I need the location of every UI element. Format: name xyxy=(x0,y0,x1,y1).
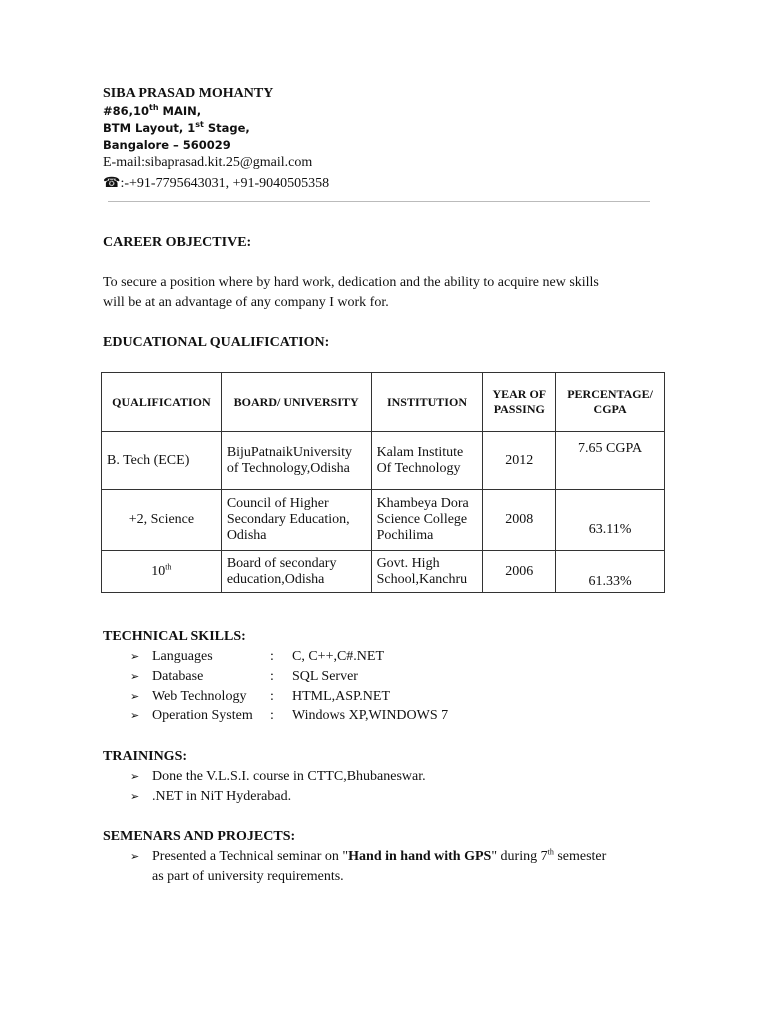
education-heading: EDUCATIONAL QUALIFICATION: xyxy=(103,335,330,350)
arrow-bullet-icon: ➢ xyxy=(130,851,140,863)
seminars-heading: SEMENARS AND PROJECTS: xyxy=(103,829,296,844)
list-item: ➢ Presented a Technical seminar on "Hand in hand with GPS" during 7th semester xyxy=(130,847,607,864)
qualification-cell: 10th xyxy=(102,551,222,593)
candidate-name: SIBA PRASAD MOHANTY xyxy=(103,86,274,101)
trainings-heading: TRAININGS: xyxy=(103,749,188,764)
skills-heading: TECHNICAL SKILLS: xyxy=(103,629,246,644)
score-cell: 63.11% xyxy=(556,490,665,551)
column-header: PERCENTAGE/ CGPA xyxy=(556,373,665,432)
column-header: BOARD/ UNIVERSITY xyxy=(221,373,371,432)
board-cell: BijuPatnaikUniversity of Technology,Odisha xyxy=(221,432,371,490)
address-line-1: #86,10th MAIN, xyxy=(103,103,202,118)
career-heading: CAREER OBJECTIVE: xyxy=(103,235,252,250)
institution-cell: Govt. High School,Kanchru xyxy=(371,551,483,593)
year-cell: 2008 xyxy=(483,490,556,551)
qualification-cell: +2, Science xyxy=(102,490,222,551)
table-row xyxy=(102,551,665,593)
education-table xyxy=(101,372,665,593)
arrow-bullet-icon: ➢ xyxy=(130,771,140,783)
header-divider xyxy=(108,201,650,202)
institution-cell: Khambeya Dora Science College Pochilima xyxy=(371,490,483,551)
list-item: ➢ Database : SQL Server xyxy=(130,669,358,684)
phone-line xyxy=(103,175,329,192)
email-text: E-mail:sibaprasad.kit.25@gmail.com xyxy=(103,155,313,170)
year-cell: 2012 xyxy=(483,432,556,490)
board-cell: Board of secondary education,Odisha xyxy=(221,551,371,593)
column-header: YEAR OF PASSING xyxy=(483,373,556,432)
score-cell: 7.65 CGPA xyxy=(556,432,665,490)
table-header-row xyxy=(102,373,665,432)
address-line-2: BTM Layout, 1st Stage, xyxy=(103,120,250,135)
score-cell: 61.33% xyxy=(556,551,665,593)
year-cell: 2006 xyxy=(483,551,556,593)
address-line-3: Bangalore – 560029 xyxy=(103,138,231,152)
institution-cell: Kalam Institute Of Technology xyxy=(371,432,483,490)
list-item: ➢ Done the V.L.S.I. course in CTTC,Bhubaneswar. xyxy=(130,769,426,784)
seminar-line-2: as part of university requirements. xyxy=(152,869,344,884)
qualification-cell: B. Tech (ECE) xyxy=(102,432,222,490)
column-header: QUALIFICATION xyxy=(102,373,222,432)
arrow-bullet-icon: ➢ xyxy=(130,671,140,683)
table-row xyxy=(102,432,665,490)
list-item: ➢ Web Technology : HTML,ASP.NET xyxy=(130,689,391,704)
table-row xyxy=(102,490,665,551)
phone-icon: ☎ xyxy=(103,176,121,191)
arrow-bullet-icon: ➢ xyxy=(130,710,140,722)
career-line-2: will be at an advantage of any company I work for. xyxy=(103,295,389,310)
list-item: ➢ Operation System : Windows XP,WINDOWS 7 xyxy=(130,708,449,723)
arrow-bullet-icon: ➢ xyxy=(130,791,140,803)
arrow-bullet-icon: ➢ xyxy=(130,691,140,703)
arrow-bullet-icon: ➢ xyxy=(130,651,140,663)
career-line-1: To secure a position where by hard work, dedication and the ability to acquire new skills xyxy=(103,275,599,290)
board-cell: Council of Higher Secondary Education, Odisha xyxy=(221,490,371,551)
list-item: ➢ Languages : C, C++,C#.NET xyxy=(130,649,385,664)
phone-numbers: :-+91-7795643031, +91-9040505358 xyxy=(120,176,330,191)
column-header: INSTITUTION xyxy=(371,373,483,432)
list-item: ➢ .NET in NiT Hyderabad. xyxy=(130,789,292,804)
